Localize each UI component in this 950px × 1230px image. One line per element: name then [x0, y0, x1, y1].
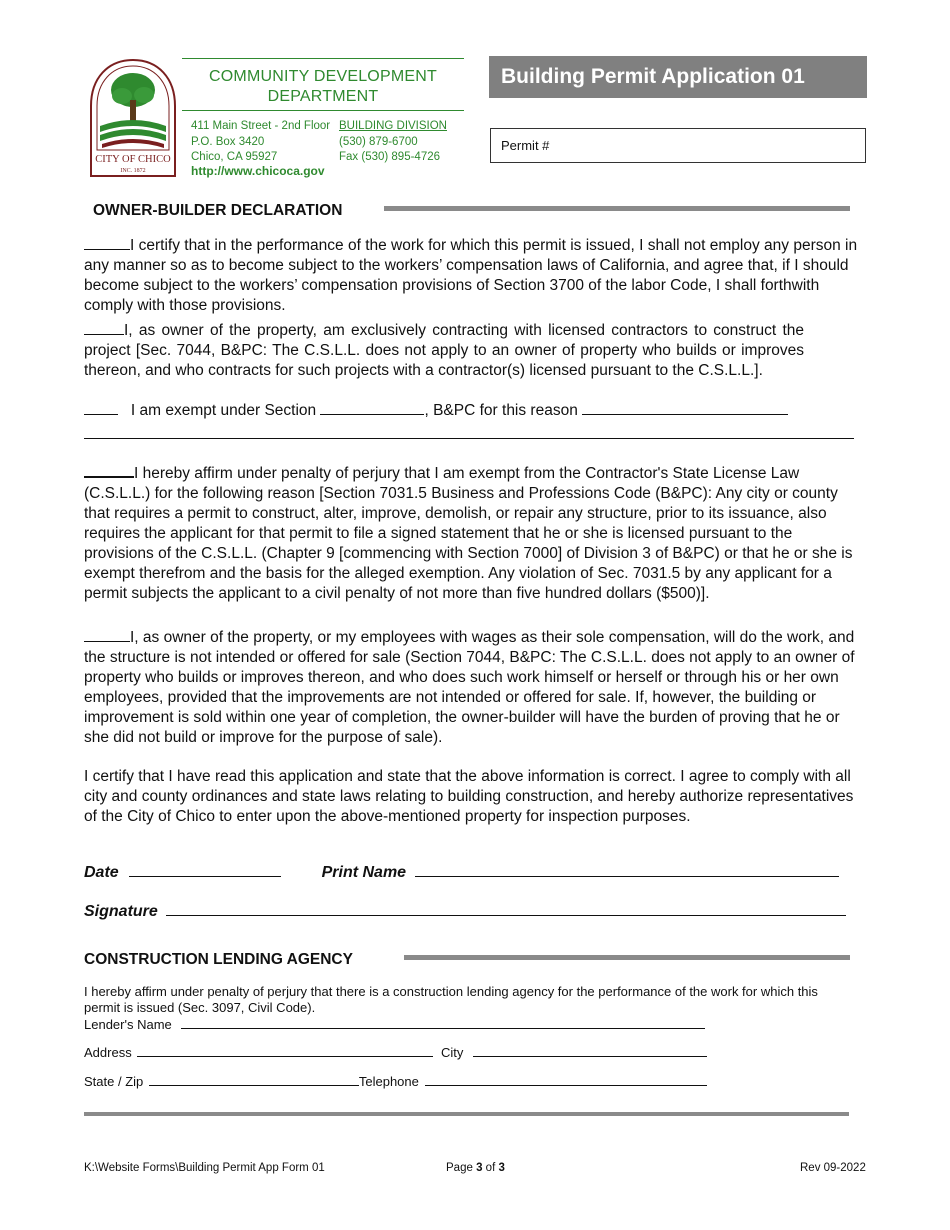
page-of: of — [485, 1162, 496, 1174]
address-po-box: P.O. Box 3420 — [191, 135, 265, 148]
exempt-section-field[interactable] — [320, 399, 424, 415]
certification-paragraph: I certify that I have read this application and state that the above information is correct. I agree to comply with all city and county ordinances and state laws relating to building construction, and hereby authorize representatives of the City of Chico to enter upon the above-mentioned property for inspection purposes. — [84, 768, 854, 825]
lender-name-field[interactable] — [181, 1016, 705, 1029]
lender-state-row — [84, 1073, 854, 1090]
address-city: Chico, CA 95927 — [191, 151, 278, 163]
dept-line-1: COMMUNITY DEVELOPMENT — [209, 68, 437, 85]
paragraph-2: I, as owner of the property, am exclusively contracting with licensed contractors to construct the project [Sec. 7044, B&PC: The C.S.L.L. does not apply to an owner of property who builds or improves thereon, and who contracts for such projects with a contractor(s) licensed pursuant to the C.S.L.L.]. — [84, 322, 804, 379]
page-number: 3 — [476, 1162, 483, 1174]
logo-text: CITY OF CHICO — [95, 154, 171, 165]
division-phone: (530) 879-6700 — [339, 135, 418, 148]
owner-employee-declaration — [84, 626, 859, 748]
licensed-contractor-declaration — [84, 319, 804, 381]
print-name-field[interactable] — [415, 861, 839, 877]
permit-label: Permit # — [501, 138, 550, 153]
city-label: City — [440, 1045, 464, 1060]
exempt-reason-field[interactable] — [582, 399, 788, 415]
signature-row — [84, 900, 859, 921]
telephone-field[interactable] — [425, 1073, 707, 1086]
paragraph-1: I certify that in the performance of the work for which this permit is issued, I shall not employ any person in any manner so as to become subject to the workers’ compensation laws of California, and agree that, if I should become subject to the workers’ compensation provisions of Section 3700 of the labor Code, I shall forthwith comply with those provisions. — [84, 237, 858, 314]
exempt-reason-line-2[interactable] — [84, 438, 854, 439]
paragraph-3: I hereby affirm under penalty of perjury that I am exempt from the Contractor's State License Law (C.S.L.L.) for the following reason [Section 7031.5 Business and Professions Code (B&PC): Any city or county that requires a permit to construct, alter, improve, demolish, or repair any structure, prior to its issuance, also requires the applicant for that permit to file a signed statement that he or she is licensed pursuant to the provisions of the C.S.L.L. (Chapter 9 [commencing with Section 7000] of Division 3 of B&PC) or that he or she is exempt therefrom and the basis for the alleged exemption. Any violation of Sec. 7031.5 by any applicant for a permit subjects the applicant to a civil penalty of not more than five hundred dollars ($500)]. — [84, 465, 853, 602]
initial-blank-2[interactable] — [84, 319, 124, 335]
division-fax: Fax (530) 895-4726 — [339, 151, 441, 163]
workers-comp-declaration — [84, 234, 859, 316]
lending-rule — [404, 955, 850, 960]
lending-statement: I hereby affirm under penalty of perjury that there is a construction lending agency for the performance of the work for which this permit is issued (Sec. 3097, Civil Code). — [84, 984, 818, 1015]
exempt-label: I am exempt under Section — [130, 402, 317, 419]
date-label: Date — [84, 864, 119, 881]
perjury-exemption-declaration — [84, 461, 859, 604]
lender-address-row — [84, 1044, 854, 1061]
telephone-label: Telephone — [358, 1074, 419, 1089]
owner-builder-heading: OWNER-BUILDER DECLARATION — [93, 202, 343, 219]
department-name — [182, 67, 464, 107]
lender-name-label: Lender's Name — [84, 1017, 172, 1032]
owner-builder-rule — [384, 206, 850, 211]
initial-blank-1[interactable] — [84, 234, 130, 250]
address-street: 411 Main Street - 2nd Floor — [191, 120, 331, 132]
dept-bottom-rule — [182, 110, 464, 111]
mailing-address — [191, 119, 341, 166]
city-field[interactable] — [473, 1044, 707, 1057]
form-title: Building Permit Application 01 — [489, 56, 867, 98]
website-link[interactable]: http://www.chicoca.gov — [191, 164, 325, 178]
address-field[interactable] — [137, 1044, 433, 1057]
lender-name-row — [84, 1016, 854, 1033]
logo-inc: INC. 1872 — [120, 168, 146, 174]
page-total: 3 — [498, 1162, 505, 1174]
dept-top-rule — [182, 58, 464, 59]
address-label: Address — [84, 1045, 132, 1060]
exempt-reason-label: , B&PC for this reason — [424, 402, 578, 419]
initial-blank-4[interactable] — [84, 461, 134, 478]
initial-blank-3[interactable] — [84, 399, 118, 415]
dept-line-2: DEPARTMENT — [267, 88, 379, 105]
division-contact — [339, 119, 469, 166]
permit-number-field[interactable] — [490, 128, 866, 163]
building-division: BUILDING DIVISION — [339, 120, 447, 132]
page-prefix: Page — [446, 1162, 473, 1174]
date-name-row — [84, 861, 859, 882]
state-zip-label: State / Zip — [84, 1074, 144, 1089]
signature-label: Signature — [84, 903, 158, 920]
revision-date: Rev 09-2022 — [800, 1162, 866, 1174]
paragraph-4: I, as owner of the property, or my employees with wages as their sole compensation, will do the work, and the structure is not intended or offered for sale (Section 7044, B&PC: The C.S.L.L. does not apply to an owner of property who builds or improves thereon, and who does such work himself or herself or through his or her own employees, provided that the improvements are not intended or offered for sale. If, however, the building or improvement is sold within one year of completion, the owner-builder will have the burden of proving that he or she did not build or improve for the purpose of sale). — [84, 629, 855, 746]
exempt-line — [84, 399, 859, 421]
print-name-label: Print Name — [321, 864, 407, 881]
initial-blank-5[interactable] — [84, 626, 130, 642]
state-zip-field[interactable] — [149, 1073, 359, 1086]
footer-path: K:\Website Forms\Building Permit App Form 01 — [84, 1162, 325, 1174]
bottom-rule — [84, 1112, 849, 1116]
lending-heading: CONSTRUCTION LENDING AGENCY — [84, 951, 353, 968]
page-indicator — [446, 1162, 505, 1174]
city-of-chico-logo — [88, 58, 178, 178]
date-field[interactable] — [129, 861, 281, 877]
signature-field[interactable] — [166, 900, 846, 916]
